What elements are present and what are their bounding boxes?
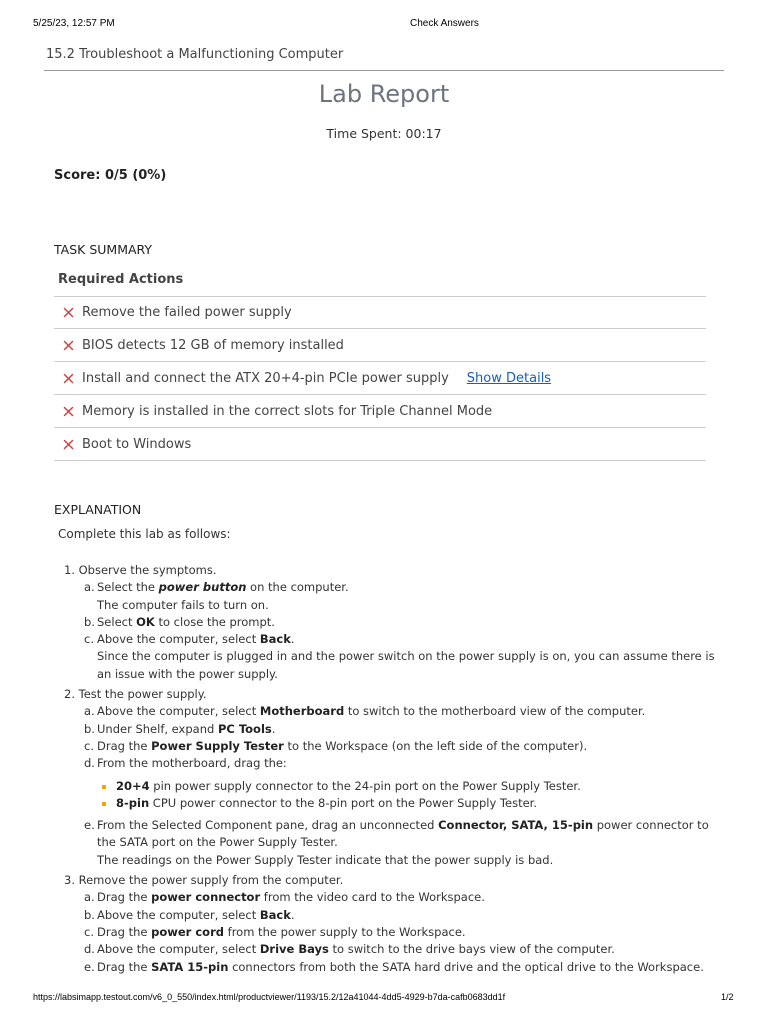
show-details-link[interactable]: Show Details bbox=[466, 370, 552, 386]
substep-text: Select OK to close the prompt. bbox=[97, 614, 275, 629]
substep-label: c. bbox=[84, 924, 94, 939]
breadcrumb: 15.2 Troubleshoot a Malfunctioning Computer bbox=[46, 47, 344, 62]
substep-text: Drag the power cord from the power supply to the Workspace. bbox=[97, 924, 466, 939]
required-action-label: Install and connect the ATX 20+4-pin PCIe power supply bbox=[82, 370, 449, 386]
required-action-label: Remove the failed power supply bbox=[82, 305, 292, 320]
required-actions-heading: Required Actions bbox=[58, 272, 184, 287]
print-url: https://labsimapp.testout.com/v6_0_550/index.html/productviewer/1193/15.2/12a41044-4dd5-4929-b7da-cafb0683dd1f bbox=[33, 992, 506, 1002]
fail-x-icon bbox=[63, 340, 74, 351]
step-heading: 3. Remove the power supply from the computer. bbox=[64, 873, 344, 888]
substep-label: b. bbox=[84, 614, 95, 629]
substep-text: Under Shelf, expand PC Tools. bbox=[97, 721, 276, 736]
page-title: Lab Report bbox=[318, 80, 450, 108]
fail-x-icon bbox=[63, 439, 74, 450]
explanation-steps bbox=[64, 562, 724, 979]
print-datetime: 5/25/23, 12:57 PM bbox=[33, 18, 115, 29]
task-summary-heading: TASK SUMMARY bbox=[54, 242, 153, 257]
substep-label: d. bbox=[84, 942, 95, 957]
explanation-intro: Complete this lab as follows: bbox=[58, 527, 231, 541]
score: Score: 0/5 (0%) bbox=[54, 168, 167, 183]
required-action-row bbox=[54, 362, 706, 395]
bullet-item: 8-pin CPU power connector to the 8-pin port on the Power Supply Tester. bbox=[116, 795, 724, 812]
explanation-step bbox=[64, 562, 724, 683]
substep-label: d. bbox=[84, 756, 95, 771]
step-substep bbox=[64, 941, 724, 958]
required-action-row bbox=[54, 428, 706, 461]
step-substep bbox=[64, 755, 724, 772]
substep-label: a. bbox=[84, 704, 95, 719]
substep-text: Above the computer, select Back. bbox=[97, 907, 295, 922]
substep-text: Select the power button on the computer. The computer fails to turn on. bbox=[97, 580, 349, 612]
substep-label: c. bbox=[84, 632, 94, 647]
fail-x-icon bbox=[63, 406, 74, 417]
step-substep bbox=[64, 924, 724, 941]
step-heading: 2. Test the power supply. bbox=[64, 687, 207, 702]
step-substep bbox=[64, 721, 724, 738]
explanation-step bbox=[64, 872, 724, 976]
step-substep bbox=[64, 889, 724, 906]
required-actions-list bbox=[54, 296, 706, 461]
substep-label: e. bbox=[84, 818, 95, 833]
explanation-heading: EXPLANATION bbox=[54, 502, 142, 517]
page-number: 1/2 bbox=[721, 992, 734, 1002]
substep-label: a. bbox=[84, 580, 95, 595]
required-action-label: Boot to Windows bbox=[82, 436, 192, 452]
step-substep bbox=[64, 631, 724, 683]
substep-text: Drag the Power Supply Tester to the Workspace (on the left side of the computer). bbox=[97, 738, 588, 753]
substep-text: From the motherboard, drag the: bbox=[97, 756, 287, 771]
required-action-row bbox=[54, 395, 706, 428]
substep-text: Above the computer, select Back. Since the computer is plugged in and the power switch on the power supply is on, you can assume there is an issue with the power supply. bbox=[97, 632, 715, 681]
substep-label: c. bbox=[84, 738, 94, 753]
step-substep bbox=[64, 817, 724, 869]
header-divider bbox=[44, 70, 724, 71]
substep-text: Drag the SATA 15-pin connectors from both the SATA hard drive and the optical drive to the Workspace. bbox=[97, 959, 704, 974]
required-action-row bbox=[54, 296, 706, 329]
substep-label: b. bbox=[84, 721, 95, 736]
step-substep bbox=[64, 703, 724, 720]
bullet-list bbox=[64, 778, 724, 813]
substep-text: Above the computer, select Drive Bays to switch to the drive bays view of the computer. bbox=[97, 942, 615, 957]
required-action-label: Memory is installed in the correct slots for Triple Channel Mode bbox=[82, 403, 493, 419]
required-action-label: BIOS detects 12 GB of memory installed bbox=[82, 337, 344, 353]
step-substep bbox=[64, 959, 724, 976]
step-substep bbox=[64, 907, 724, 924]
substep-text: From the Selected Component pane, drag an unconnected Connector, SATA, 15-pin power connector to the SATA port on the Power Supply Tester. The readings on the Power Supply Tester indicate that the power supply is bad. bbox=[97, 818, 709, 867]
fail-x-icon bbox=[63, 307, 74, 318]
required-action-row bbox=[54, 329, 706, 362]
explanation-step bbox=[64, 686, 724, 869]
substep-text: Above the computer, select Motherboard to switch to the motherboard view of the computer. bbox=[97, 704, 646, 719]
print-title: Check Answers bbox=[410, 18, 479, 29]
step-substep bbox=[64, 614, 724, 631]
fail-x-icon bbox=[63, 373, 74, 384]
substep-text: Drag the power connector from the video card to the Workspace. bbox=[97, 890, 485, 905]
substep-label: b. bbox=[84, 907, 95, 922]
substep-label: e. bbox=[84, 959, 95, 974]
bullet-item: 20+4 pin power supply connector to the 24-pin port on the Power Supply Tester. bbox=[116, 778, 724, 795]
step-heading: 1. Observe the symptoms. bbox=[64, 563, 217, 577]
substep-label: a. bbox=[84, 890, 95, 905]
step-substep bbox=[64, 738, 724, 755]
time-spent: Time Spent: 00:17 bbox=[326, 126, 442, 141]
step-substep bbox=[64, 579, 724, 614]
